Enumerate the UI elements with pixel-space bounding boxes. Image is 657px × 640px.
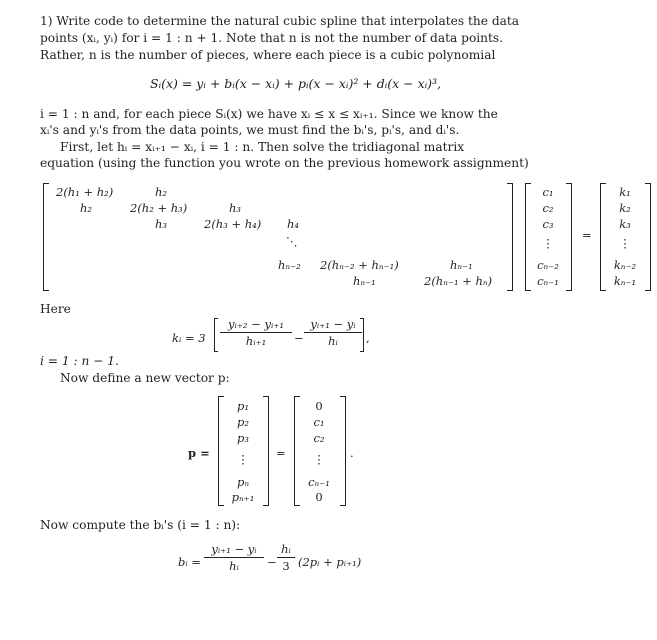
b-tail: (2pᵢ + pᵢ₊₁): [298, 555, 362, 569]
c-vector-entry-4: ⋮: [542, 236, 554, 250]
spline-equation: Sᵢ(x) = yᵢ + bᵢ(x − xᵢ) + pᵢ(x − xᵢ)² + dᵢ(x − xᵢ)³,: [150, 76, 442, 91]
para3-line-1: First, let hᵢ = xᵢ₊₁ − xᵢ, i = 1 : n. Then solve the tridiagonal matrix: [60, 140, 465, 154]
matrix-r2c2: 2(h₂ + h₃): [130, 201, 188, 215]
intro-line-2: points (xᵢ, yᵢ) for i = 1 : n + 1. Note that n is not the number of data points.: [40, 31, 504, 45]
p-vector-value-1: 0: [315, 399, 323, 413]
p-vector-value-3: c₂: [313, 431, 325, 445]
matrix-r5c3: hₙ₋₁: [450, 258, 473, 272]
k-fraction-1-denominator: hᵢ₊₁: [245, 334, 267, 348]
b-lhs: bᵢ =: [178, 555, 201, 569]
p-vector-entry-2: p₂: [237, 415, 249, 429]
c-vector-entry-2: c₂: [542, 201, 554, 215]
p-vector-value-2: c₁: [313, 415, 325, 429]
b-minus: −: [267, 555, 277, 569]
matrix-equals-sign: =: [582, 228, 592, 242]
matrix-diagonal-dots: ⋱: [286, 234, 298, 248]
p-equals: =: [200, 446, 210, 460]
matrix-r2c1: h₂: [80, 201, 93, 215]
p-vector-equals: =: [276, 446, 286, 460]
k-fraction-2-numerator: yᵢ₊₁ − yᵢ: [304, 317, 362, 333]
b-intro-text: Now compute the bᵢ's (i = 1 : n):: [40, 518, 241, 532]
matrix-r3c4: h₄: [287, 217, 300, 231]
k-left-bracket: [214, 318, 218, 352]
c-vector-entry-5: cₙ₋₂: [537, 258, 559, 272]
p-vector-label: p =: [188, 446, 210, 460]
p-period: .: [350, 446, 354, 460]
k-vector-entry-5: kₙ₋₂: [613, 258, 637, 272]
k-vector-entry-4: ⋮: [619, 236, 631, 250]
here-label: Here: [40, 302, 71, 316]
matrix-r3c3: 2(h₃ + h₄): [204, 217, 262, 231]
matrix-r6c1: hₙ₋₁: [353, 274, 376, 288]
p-values-right-bracket: [340, 396, 346, 506]
k-vector-entry-2: k₂: [619, 201, 631, 215]
p-vector-entry-4: ⋮: [237, 452, 249, 466]
b-fraction-1-denominator: hᵢ: [229, 559, 239, 573]
c-vector-entry-1: c₁: [542, 185, 554, 199]
k-fraction-1-numerator: yᵢ₊₂ − yᵢ₊₁: [220, 317, 292, 333]
k-vector-right-bracket: [645, 183, 651, 291]
k-vector-entry-3: k₃: [619, 217, 631, 231]
k-range: i = 1 : n − 1.: [40, 354, 119, 368]
p-vector-entry-3: p₃: [237, 431, 249, 445]
p-vector-entry-6: pₙ₊₁: [231, 490, 255, 504]
b-fraction-2: [277, 542, 295, 573]
k-comma: ,: [366, 331, 370, 345]
k-fraction-1: [220, 317, 292, 348]
p-vector-value-6: 0: [315, 490, 323, 504]
b-fraction-2-numerator: hᵢ: [277, 542, 295, 558]
matrix-r1c1: 2(h₁ + h₂): [56, 185, 114, 199]
define-p-text: Now define a new vector p:: [60, 371, 230, 385]
b-fraction-1-numerator: yᵢ₊₁ − yᵢ: [204, 542, 264, 558]
p-right-bracket: [263, 396, 269, 506]
matrix-r3c2: h₃: [155, 217, 168, 231]
k-fraction-2-denominator: hᵢ: [328, 334, 338, 348]
matrix-r1c2: h₂: [155, 185, 168, 199]
matrix-r6c2: 2(hₙ₋₁ + hₙ): [424, 274, 493, 288]
k-vector-entry-1: k₁: [619, 185, 631, 199]
matrix-r2c3: h₃: [229, 201, 242, 215]
k-fraction-2: [304, 317, 362, 348]
intro-line-1: 1) Write code to determine the natural cubic spline that interpolates the data: [40, 14, 520, 28]
p-vector-value-5: cₙ₋₁: [308, 475, 330, 489]
intro-line-3: Rather, n is the number of pieces, where each piece is a cubic polynomial: [40, 48, 496, 62]
b-fraction-1: [204, 542, 264, 573]
matrix-r5c2: 2(hₙ₋₂ + hₙ₋₁): [320, 258, 399, 272]
p-vector-entry-5: pₙ: [236, 475, 250, 489]
c-vector-entry-6: cₙ₋₁: [537, 274, 559, 288]
c-vector-entry-3: c₃: [542, 217, 554, 231]
para2-line-2: xᵢ's and yᵢ's from the data points, we must find the bᵢ's, pᵢ's, and dᵢ's.: [40, 123, 460, 137]
p-vector-value-4: ⋮: [313, 452, 325, 466]
k-vector-entry-6: kₙ₋₁: [613, 274, 637, 288]
para3-line-2: equation (using the function you wrote on the previous homework assignment): [40, 156, 529, 170]
matrix-left-bracket: [43, 183, 49, 291]
matrix-r5c1: hₙ₋₂: [278, 258, 301, 272]
k-right-bracket: [360, 318, 364, 352]
k-lhs: kᵢ = 3: [172, 331, 206, 345]
matrix-right-bracket: [507, 183, 513, 291]
p-vector-entry-1: p₁: [237, 399, 249, 413]
k-minus: −: [294, 331, 304, 345]
b-fraction-2-denominator: 3: [282, 559, 290, 573]
para2-line-1: i = 1 : n and, for each piece Sᵢ(x) we have xᵢ ≤ x ≤ xᵢ₊₁. Since we know the: [40, 107, 498, 121]
